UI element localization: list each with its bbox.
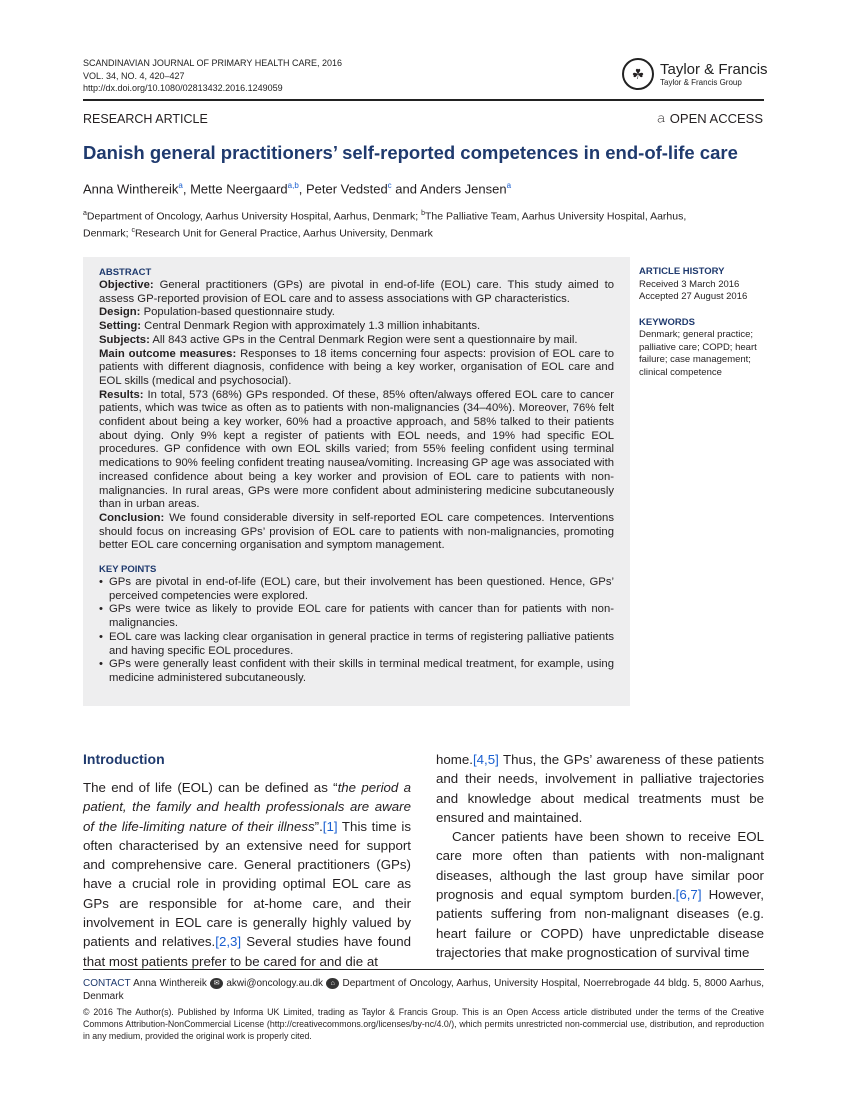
- section-text: We found considerable diversity in self-reported EOL care competences. Interventions should focus on increasing GPs’ provision of EOL care to patients with non-malignancies, promoting better EOL care concerning organisation and symptom management.: [99, 511, 614, 552]
- affiliation: Department of Oncology, Aarhus University Hospital, Aarhus, Denmark;: [86, 210, 422, 223]
- journal-name: SCANDINAVIAN JOURNAL OF PRIMARY HEALTH CARE, 2016: [83, 58, 343, 68]
- affil-sup: b: [421, 210, 426, 217]
- keywords-list: Denmark; general practice; palliative care; COPD; heart failure; case management; clinical competence: [639, 329, 757, 378]
- journal-header: [83, 57, 342, 95]
- article-sidebar: [639, 266, 769, 379]
- paragraph: [436, 827, 764, 962]
- text: home.: [436, 752, 473, 767]
- affiliation: Research Unit for General Practice, Aarhus University, Denmark: [134, 227, 433, 239]
- section-label: Main outcome measures:: [99, 347, 237, 360]
- key-point: • GPs were twice as likely to provide EOL care for patients with cancer than for patients with non-malignancies.: [99, 603, 614, 630]
- contact-name: Anna Winthereik: [133, 978, 207, 989]
- email-icon: ✉: [210, 978, 223, 989]
- citation-link[interactable]: [6,7]: [675, 887, 702, 903]
- contact-address: Department of Oncology, Aarhus, University Hospital, Noerrebrogade 44 bldg. 5, 8000 Aarhus, Denmark: [83, 978, 764, 1002]
- doi-link[interactable]: http://dx.doi.org/10.1080/02813432.2016.1249059: [83, 83, 283, 93]
- section-text: In total, 573 (68%) GPs responded. Of these, 85% often/always offered EOL care to cancer patients, which was twice as often as to patients with non-malignancies (34–40%). Moreover, 76% felt confident about being a key worker, 60% had a proactive approach, and 58% talked to their patients about dying. Only 9% kept a register of patients with EOL needs, and 19% had specific EOL procedures. GP confidence with own EOL skills varied; from 55% feeling confident using terminal medications to 90% feeling confident treating nausea/vomiting. Increasing GP age was associated with increased confidence about being a key worker and provision of EOL care to patients with non-malignancies. In rural areas, GPs were more confident about administering medicine subcutaneously than in urban areas.: [99, 388, 614, 511]
- author-list: [83, 181, 511, 196]
- section-label: Setting:: [99, 320, 142, 333]
- author-name: Anders Jensen: [419, 181, 507, 197]
- text: ”.: [314, 818, 323, 834]
- affiliation-link[interactable]: c: [387, 181, 392, 190]
- lamp-icon: ☘: [622, 58, 654, 90]
- paragraph: [436, 750, 764, 827]
- text: However, patients suffering from non-malignant diseases (e.g. heart failure or COPD) have unpredictable disease trajectories that make prognostication of survival time: [436, 887, 764, 960]
- affiliation-link[interactable]: a,b: [287, 181, 299, 190]
- contact-info: [83, 977, 764, 1003]
- key-point: • GPs are pivotal in end-of-life (EOL) care, but their involvement has been questioned. Hence, GPs’ perceived competencies were explored.: [99, 576, 614, 603]
- citation-link[interactable]: [4,5]: [472, 752, 499, 767]
- abstract-section: [99, 334, 614, 348]
- open-access-badge: [657, 110, 763, 126]
- paragraph: [83, 778, 411, 971]
- address-icon: ⌂: [326, 978, 339, 989]
- affiliation-link[interactable]: a: [178, 181, 183, 190]
- keywords-heading: KEYWORDS: [639, 316, 695, 328]
- section-text: All 843 active GPs in the Central Denmark Region were sent a questionnaire by mail.: [149, 333, 578, 346]
- section-label: Objective:: [99, 279, 154, 291]
- section-text: Responses to 18 items concerning four aspects: provision of EOL care to patients with different diagnosis, confidence with being a key worker, organisation of EOL care and EOL skills (medical and psychosocial).: [99, 347, 614, 387]
- key-point: • EOL care was lacking clear organisation in general practice in terms of registering palliative patients and having specific EOL procedures.: [99, 631, 614, 658]
- abstract-section: [99, 512, 614, 553]
- copyright-notice: © 2016 The Author(s). Published by Informa UK Limited, trading as Taylor & Francis Group. This is an Open Access article distributed under the terms of the Creative Commons Attribution-NonCommercial License (http://creativecommons.org/licenses/by-nc/4.0/), which permits unrestricted non-commercial use, distribution, and reproduction in any medium, provided the original work is properly cited.: [83, 1007, 764, 1041]
- article-title: Danish general practitioners’ self-reported competences in end-of-life care: [83, 142, 738, 163]
- affiliation-link[interactable]: a: [506, 181, 512, 190]
- affiliation: The Palliative Team, Aarhus University Hospital, Aarhus, Denmark;: [83, 210, 687, 239]
- accepted-date: Accepted 27 August 2016: [639, 291, 748, 302]
- author-name: Mette Neergaard: [190, 181, 288, 197]
- section-text: General practitioners (GPs) are pivotal in end-of-life (EOL) care. This study aimed to assess GP-reported provision of EOL care and to assess associations with GP characteristics.: [99, 279, 614, 305]
- journal-volume: VOL. 34, NO. 4, 420–427: [83, 70, 185, 81]
- text: The end of life (EOL) can be defined as “: [83, 780, 338, 795]
- citation-link[interactable]: [2,3]: [215, 934, 242, 950]
- author-name: Anna Winthereik: [83, 181, 179, 197]
- right-column: [436, 750, 764, 962]
- contact-label: CONTACT: [83, 978, 131, 989]
- affil-sup: c: [131, 226, 135, 234]
- publisher-group: Taylor & Francis Group: [660, 77, 742, 87]
- footer-rule: [83, 969, 764, 970]
- text: This time is often characterised by an extensive need for support and comprehensive care. General practitioners (GPs) have a crucial role in providing optimal EOL care as GPs are responsible for at-home care, and their involvement in EOL care is generally highly valued by patients and relatives.: [83, 818, 411, 950]
- section-text: Central Denmark Region with approximately 1.3 million inhabitants.: [141, 320, 481, 333]
- separator: ,: [298, 181, 306, 197]
- abstract-section: [99, 306, 614, 320]
- abstract-section: [99, 389, 614, 512]
- quote: the period a patient, the family and health professionals are aware of the life-limiting nature of their illness: [83, 780, 411, 834]
- open-access-label: OPEN ACCESS: [669, 110, 763, 126]
- contact-email[interactable]: akwi@oncology.au.dk: [226, 978, 324, 989]
- text: Thus, the GPs’ awareness of these patients and their needs, involvement in palliative trajectories and knowledge about medical treatments must be ensured and maintained.: [436, 752, 764, 825]
- history-heading: ARTICLE HISTORY: [639, 266, 725, 277]
- abstract-box: [83, 257, 630, 706]
- key-point: • GPs were generally least confident with their skills in terminal medical treatment, for example, using medicine administered subcutaneously.: [99, 658, 614, 685]
- citation-link[interactable]: [1]: [322, 818, 338, 834]
- affil-sup: a: [83, 210, 87, 217]
- separator: ,: [182, 181, 191, 197]
- affiliations: [83, 207, 703, 240]
- publisher-name: Taylor & Francis: [660, 60, 768, 78]
- abstract-section: [99, 348, 614, 389]
- section-label: Results:: [99, 388, 144, 401]
- abstract-section: [99, 320, 614, 334]
- text: Cancer patients have been shown to receive EOL care more often than patients with non-malignant diseases, although the last group have similar poor prognosis and equal symptom burden.: [436, 829, 764, 903]
- publisher-logo: [622, 58, 768, 90]
- author-name: Peter Vedsted: [306, 181, 388, 197]
- section-label: Design:: [99, 306, 141, 319]
- open-lock-icon: 𝚊: [656, 110, 666, 125]
- article-type: RESEARCH ARTICLE: [83, 112, 208, 126]
- text: Several studies have found that most patients prefer to be cared for and die at: [83, 934, 411, 969]
- separator: and: [391, 181, 420, 197]
- received-date: Received 3 March 2016: [639, 278, 740, 290]
- header-rule: [83, 99, 764, 101]
- section-text: Population-based questionnaire study.: [140, 306, 335, 319]
- section-heading: Introduction: [83, 751, 165, 767]
- abstract-section: [99, 279, 614, 306]
- key-points-heading: KEY POINTS: [99, 564, 157, 576]
- abstract-heading: ABSTRACT: [99, 267, 152, 278]
- section-label: Conclusion:: [99, 511, 165, 524]
- section-label: Subjects:: [99, 333, 150, 346]
- left-column: [83, 750, 411, 971]
